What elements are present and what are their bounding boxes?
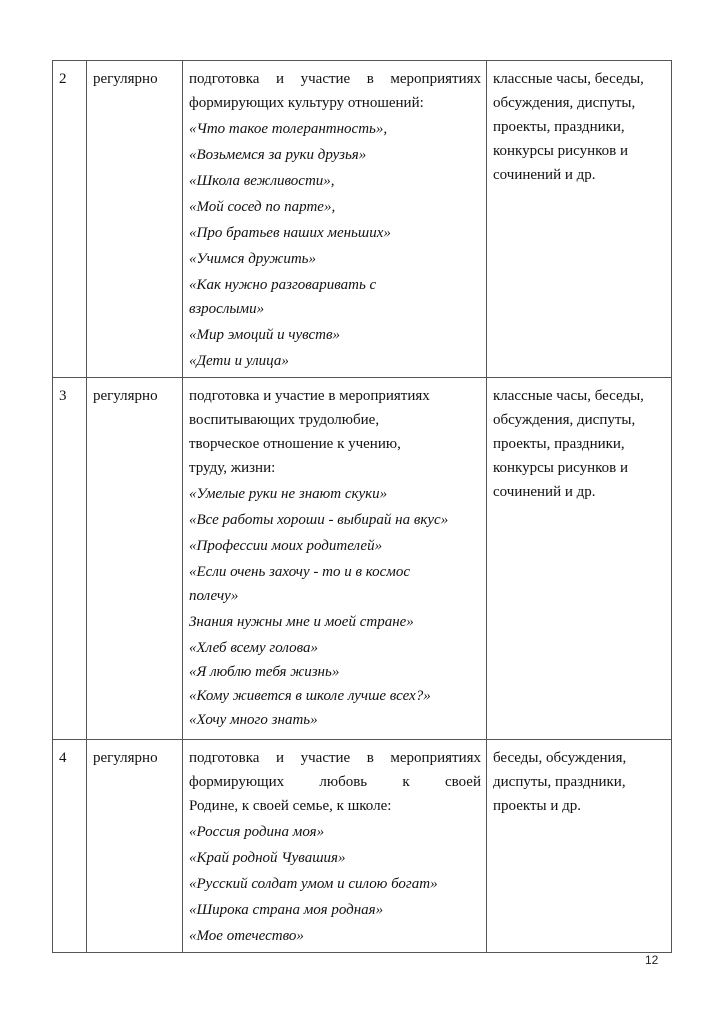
event-item: «Как нужно разговаривать с взрослыми» (189, 277, 377, 317)
event-item: «Кому живется в школе лучше всех?» (189, 688, 431, 704)
intro-line: подготовка и участие в мероприятиях (189, 750, 481, 766)
table-row (53, 378, 672, 740)
form-line: обсуждения, диспуты, (493, 95, 636, 111)
form-line: классные часы, беседы, (493, 71, 644, 87)
form-line: классные часы, беседы, (493, 388, 644, 404)
intro-line: воспитывающих трудолюбие, (189, 412, 380, 428)
event-item: «Россия родина моя» (189, 824, 325, 840)
event-item: «Край родной Чувашия» (189, 850, 346, 866)
event-item: «Если очень захочу - то и в космос полечу» (189, 564, 411, 604)
intro-line: формирующих любовь к своей (189, 774, 481, 790)
forms-cell (487, 378, 672, 740)
form-line: проекты, праздники, (493, 119, 625, 135)
page-number: 12 (645, 953, 659, 967)
frequency-cell: регулярно (87, 740, 183, 953)
event-item: «Про братьев наших меньших» (189, 225, 391, 241)
row-number: 2 (53, 61, 87, 378)
event-item: «Учимся дружить» (189, 251, 316, 267)
form-line: сочинений и др. (493, 167, 596, 183)
event-item: Знания нужны мне и моей стране» (189, 614, 414, 630)
event-item: «Я люблю тебя жизнь» (189, 664, 340, 680)
intro-line: подготовка и участие в мероприятиях (189, 71, 481, 87)
intro-line: творческое отношение к учению, (189, 436, 401, 452)
row-number: 3 (53, 378, 87, 740)
intro-line: Родине, к своей семье, к школе: (189, 798, 392, 814)
form-line: конкурсы рисунков и (493, 143, 629, 159)
event-item: «Дети и улица» (189, 353, 289, 369)
forms-cell (487, 740, 672, 953)
event-item: «Русский солдат умом и силою богат» (189, 876, 438, 892)
form-line: проекты и др. (493, 798, 582, 814)
event-item: «Возьмемся за руки друзья» (189, 147, 367, 163)
form-line: конкурсы рисунков и (493, 460, 629, 476)
event-item: «Школа вежливости», (189, 173, 335, 189)
event-list (189, 117, 481, 373)
table-row (53, 740, 672, 953)
form-line: диспуты, праздники, (493, 774, 626, 790)
intro-line: формирующих культуру отношений: (189, 95, 424, 111)
intro-line: подготовка и участие в мероприятиях (189, 388, 430, 404)
intro-line: труду, жизни: (189, 460, 276, 476)
activity-cell (183, 61, 487, 378)
event-item: «Хлеб всему голова» (189, 640, 318, 656)
form-line: беседы, обсуждения, (493, 750, 627, 766)
form-line: сочинений и др. (493, 484, 596, 500)
activity-cell (183, 740, 487, 953)
event-list (189, 482, 481, 732)
event-item: «Все работы хороши - выбирай на вкус» (189, 512, 449, 528)
row-number: 4 (53, 740, 87, 953)
event-item: «Мое отечество» (189, 928, 304, 944)
event-list (189, 820, 481, 948)
form-line: проекты, праздники, (493, 436, 625, 452)
event-item: «Что такое толерантность», (189, 121, 388, 137)
form-line: обсуждения, диспуты, (493, 412, 636, 428)
event-item: «Мой сосед по парте», (189, 199, 336, 215)
table-row (53, 61, 672, 378)
events-table (52, 60, 672, 953)
event-item: «Умелые руки не знают скуки» (189, 486, 388, 502)
forms-cell (487, 61, 672, 378)
event-item: «Профессии моих родителей» (189, 538, 383, 554)
event-item: «Хочу много знать» (189, 712, 318, 728)
event-item: «Мир эмоций и чувств» (189, 327, 340, 343)
frequency-cell: регулярно (87, 61, 183, 378)
frequency-cell: регулярно (87, 378, 183, 740)
event-item: «Широка страна моя родная» (189, 902, 384, 918)
activity-cell (183, 378, 487, 740)
